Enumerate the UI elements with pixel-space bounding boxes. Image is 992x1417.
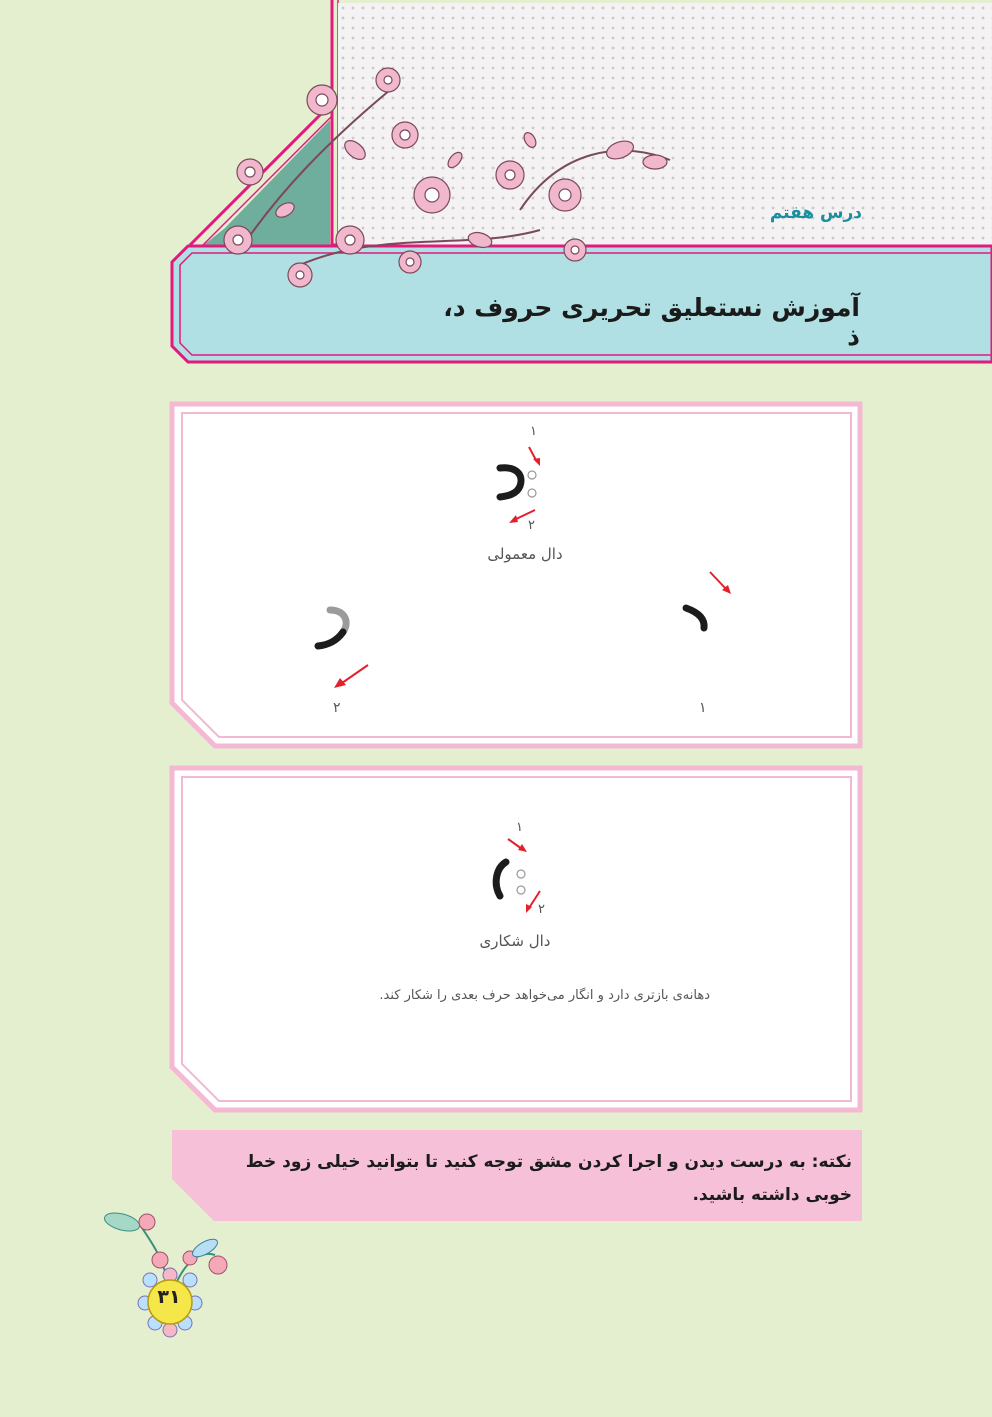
lesson-label: درس هفتم [769, 203, 862, 223]
dal-shekari-description: دهانه‌ی بازتری دارد و انگار می‌خواهد حرف بعدی را شکار کند. [379, 988, 710, 1003]
page-title: آموزش نستعلیق تحریری حروف د، ذ [443, 293, 860, 351]
note-text: نکته: به درست دیدن و اجرا کردن مشق توجه کنید تا بتوانید خیلی زود خط خوبی داشته باشید. [245, 1152, 852, 1205]
caption-dal-normal: دال معمولی [487, 545, 563, 563]
page-number: ۳۱ [157, 1286, 181, 1308]
step-number-2: ۲ [333, 700, 341, 716]
stroke-number-2: ۲ [528, 518, 535, 533]
caption-dal-shekari: دال شکاری [479, 932, 551, 950]
step-number-1: ۱ [699, 700, 707, 716]
stroke-number-2-b: ۲ [538, 902, 545, 917]
stroke-number-1-b: ۱ [516, 820, 523, 835]
stroke-number-1: ۱ [530, 424, 537, 439]
